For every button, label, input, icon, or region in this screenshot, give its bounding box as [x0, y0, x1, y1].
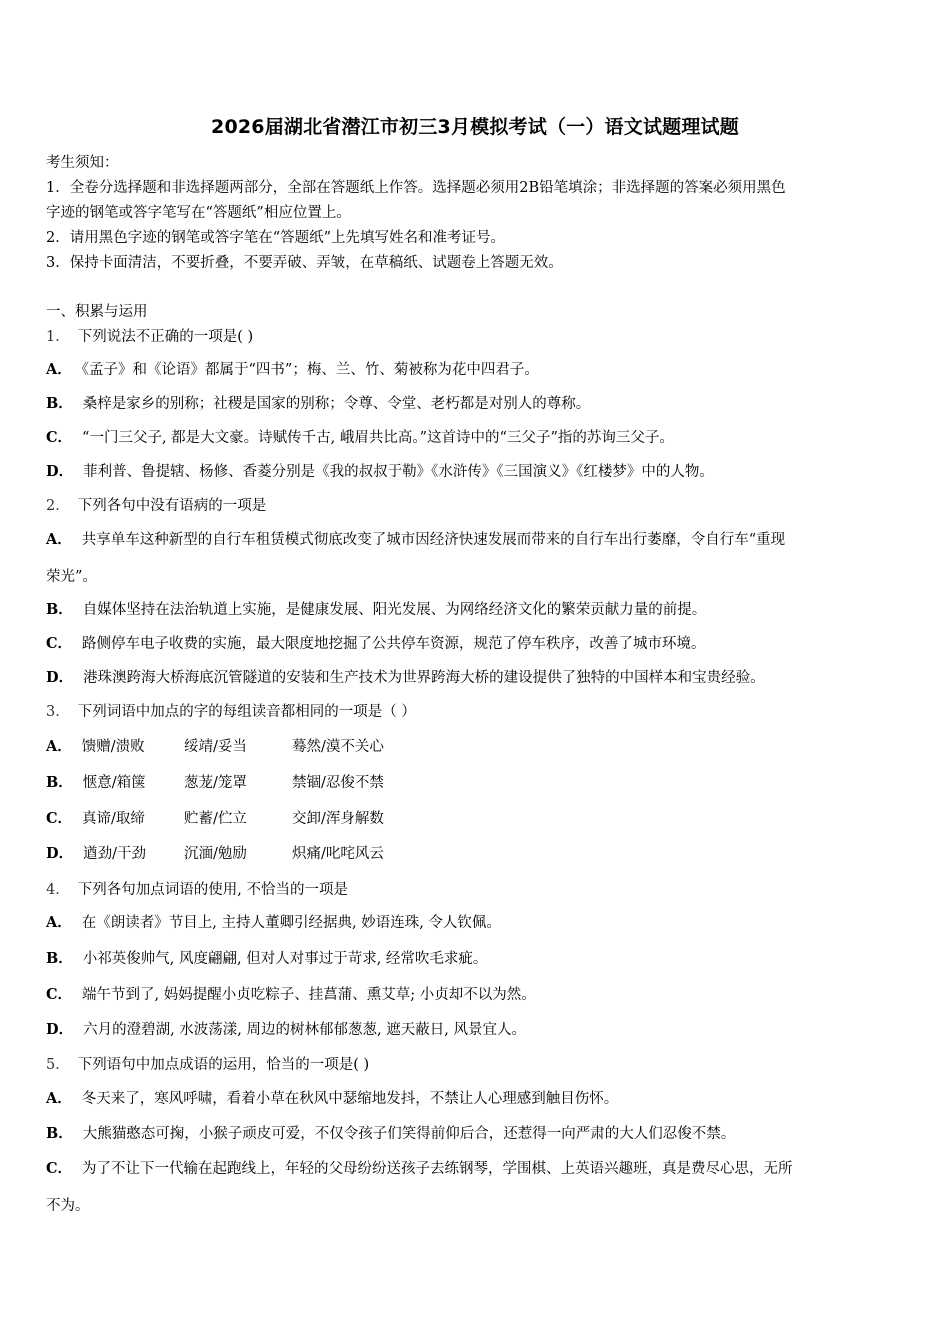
question-stem — [46, 703, 416, 721]
answer-option — [46, 914, 501, 932]
option-label: A． — [46, 738, 72, 755]
option-label: C． — [46, 429, 73, 446]
word-pair: 葱茏/笼罩 — [184, 775, 247, 791]
option-text: 路侧停车电子收费的实施，最大限度地挖掘了公共停车资源，规范了停车秩序，改善了城市环境。 — [82, 636, 706, 652]
question-text: 下列词语中加点的字的每组读音都相同的一项是（ ） — [77, 704, 416, 720]
option-label: B． — [46, 395, 73, 412]
option-text: 菲利普、鲁提辖、杨修、香菱分别是《我的叔叔于勒》《水浒传》《三国演义》《红楼梦》中的人物。 — [83, 464, 714, 480]
option-label: C． — [46, 635, 73, 652]
answer-option — [46, 845, 384, 863]
question-number: 4． — [46, 882, 70, 898]
answer-option-continued: 不为。 — [46, 1198, 90, 1214]
option-text: 共享单车这种新型的自行车租赁模式彻底改变了城市因经济快速发展而带来的自行车出行萎靡，令自行车“重现 — [81, 532, 786, 548]
answer-option-continued: 荣光”。 — [46, 569, 97, 585]
word-pair: 交卸/浑身解数 — [292, 811, 384, 827]
answer-option — [46, 738, 384, 756]
page-title: 2026届湖北省潜江市初三3月模拟考试（一）语文试题理试题 — [211, 116, 739, 138]
option-text: 自媒体坚持在法治轨道上实施，是健康发展、阳光发展、为网络经济文化的繁荣贡献力量的前提。 — [82, 602, 707, 618]
answer-option — [46, 986, 536, 1004]
option-label: A． — [46, 361, 72, 378]
question-stem — [46, 1056, 369, 1074]
answer-option — [46, 1125, 735, 1143]
question-number: 5． — [46, 1057, 70, 1073]
question-stem — [46, 881, 348, 899]
notice-item: 2．请用黑色字迹的钢笔或答字笔在“答题纸”上先填写姓名和准考证号。 — [46, 230, 506, 246]
option-label: B． — [46, 1125, 73, 1142]
notice-heading: 考生须知： — [46, 155, 119, 171]
answer-option — [46, 395, 590, 413]
answer-option — [46, 950, 487, 968]
option-text: 桑梓是家乡的别称；社稷是国家的别称；令尊、令堂、老朽都是对别人的尊称。 — [82, 396, 591, 412]
option-text: “一门三父子, 都是大文豪。诗赋传千古, 峨眉共比高。”这首诗中的“三父子”指的苏询三父子。 — [82, 430, 674, 446]
word-pair: 炽痛/叱咤风云 — [292, 846, 384, 862]
answer-option — [46, 601, 706, 619]
notice-item: 3．保持卡面清洁，不要折叠，不要弄破、弄皱，在草稿纸、试题卷上答题无效。 — [46, 255, 563, 271]
answer-option — [46, 1021, 526, 1039]
question-number: 3． — [46, 704, 70, 720]
question-text: 下列说法不正确的一项是( ) — [77, 329, 254, 345]
question-text: 下列语句中加点成语的运用，恰当的一项是( ) — [77, 1057, 370, 1073]
option-label: B． — [46, 601, 73, 618]
answer-option — [46, 1160, 793, 1178]
notice-item-continued: 字迹的钢笔或答字笔写在“答题纸”相应位置上。 — [46, 205, 351, 221]
option-label: C． — [46, 1160, 73, 1177]
option-label: D． — [46, 1021, 74, 1038]
option-text: 六月的澄碧湖, 水波荡漾, 周边的树林郁郁葱葱, 遮天蔽日, 风景宜人。 — [83, 1022, 526, 1038]
word-pair: 禁锢/忍俊不禁 — [292, 775, 384, 791]
option-text: 小祁英俊帅气, 风度翩翩, 但对人对事过于苛求, 经常吹毛求疵。 — [82, 951, 488, 967]
question-text: 下列各句加点词语的使用, 不恰当的一项是 — [77, 882, 348, 898]
question-stem — [46, 497, 266, 515]
option-label: A． — [46, 531, 72, 548]
answer-option — [46, 774, 384, 792]
word-pair: 真谛/取缔 — [82, 811, 145, 827]
question-number: 1． — [46, 329, 70, 345]
option-text: 为了不让下一代输在起跑线上，年轻的父母纷纷送孩子去练钢琴，学围棋、上英语兴趣班，真是费尽心思，无所 — [82, 1161, 793, 1177]
answer-option — [46, 635, 706, 653]
option-label: A． — [46, 1090, 72, 1107]
option-label: B． — [46, 774, 73, 791]
option-label: D． — [46, 463, 74, 480]
option-label: D． — [46, 669, 74, 686]
answer-option — [46, 361, 539, 379]
option-label: A． — [46, 914, 72, 931]
question-text: 下列各句中没有语病的一项是 — [77, 498, 267, 514]
answer-option — [46, 531, 785, 549]
question-number: 2． — [46, 498, 70, 514]
word-pair: 馈赠/溃败 — [81, 739, 145, 755]
answer-option — [46, 669, 765, 687]
word-pair: 蓦然/漠不关心 — [292, 739, 384, 755]
option-label: B． — [46, 950, 73, 967]
option-text: 《孟子》和《论语》都属于“四书”；梅、兰、竹、菊被称为花中四君子。 — [81, 362, 539, 378]
answer-option — [46, 463, 714, 481]
answer-option — [46, 429, 674, 447]
word-pair: 绥靖/妥当 — [184, 739, 247, 755]
question-stem — [46, 328, 253, 346]
word-pair: 惬意/箱箧 — [82, 775, 146, 791]
word-pair: 遒劲/干劲 — [83, 846, 146, 862]
option-text: 冬天来了，寒风呼啸，看着小草在秋风中瑟缩地发抖，不禁让人心理感到触目伤怀。 — [81, 1091, 619, 1107]
option-label: C． — [46, 810, 73, 827]
option-label: C． — [46, 986, 73, 1003]
word-pair: 沉湎/勉励 — [184, 846, 247, 862]
word-pair: 贮蓄/伫立 — [184, 811, 247, 827]
option-text: 端午节到了, 妈妈提醒小贞吃粽子、挂菖蒲、熏艾草; 小贞却不以为然。 — [82, 987, 536, 1003]
notice-item: 1．全卷分选择题和非选择题两部分，全部在答题纸上作答。选择题必须用2B铅笔填涂；非选择题的答案必须用黑色 — [46, 180, 786, 196]
answer-option — [46, 810, 384, 828]
option-text: 大熊猫憨态可掬，小猴子顽皮可爱，不仅令孩子们笑得前仰后合，还惹得一向严肃的大人们忍俊不禁。 — [82, 1126, 736, 1142]
option-text: 在《朗读者》节目上, 主持人董卿引经据典, 妙语连珠, 令人钦佩。 — [81, 915, 501, 931]
option-label: D． — [46, 845, 74, 862]
section-heading: 一、积累与运用 — [46, 304, 148, 320]
answer-option — [46, 1090, 618, 1108]
option-text: 港珠澳跨海大桥海底沉管隧道的安装和生产技术为世界跨海大桥的建设提供了独特的中国样本和宝贵经验。 — [83, 670, 765, 686]
